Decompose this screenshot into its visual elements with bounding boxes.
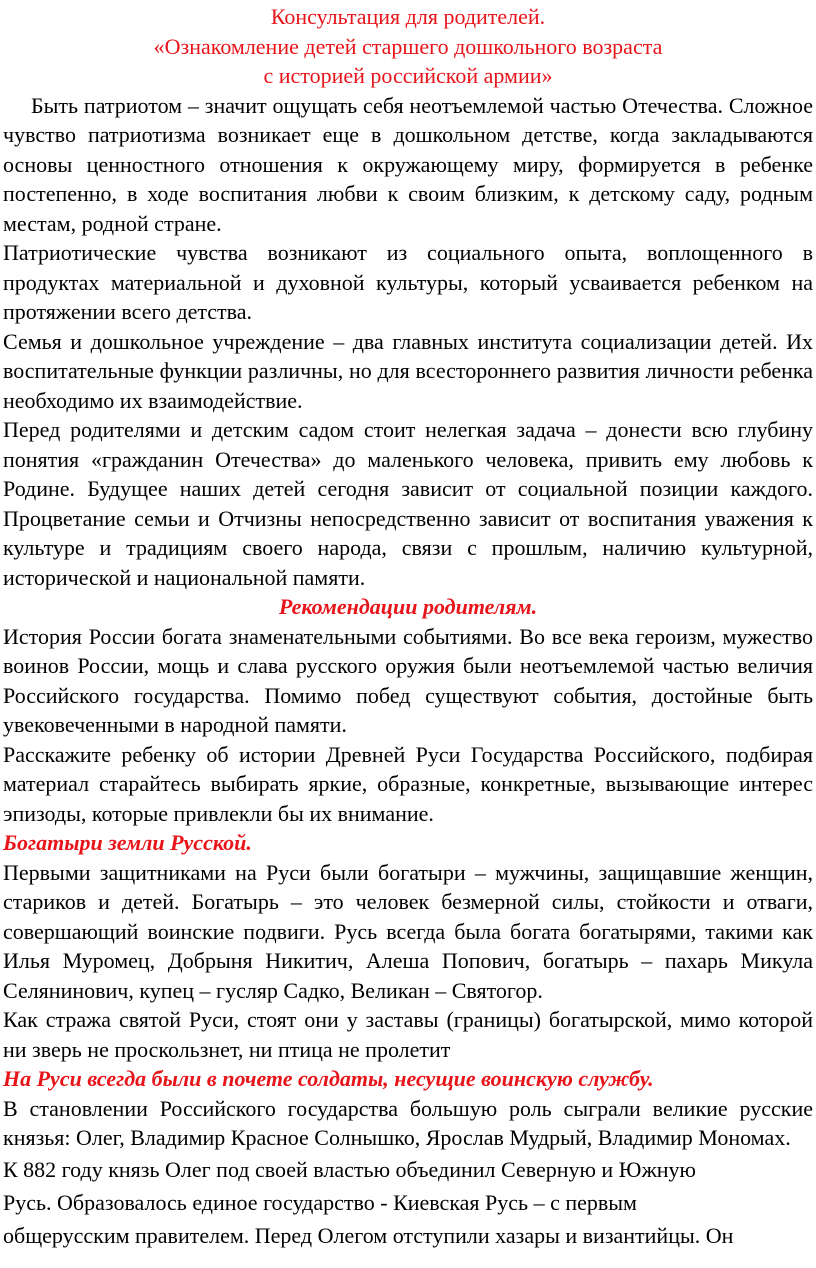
paragraph-oleg-line-1: К 882 году князь Олег под своей властью объединил Северную и Южную [3,1156,696,1182]
heading-bogatyrs: Богатыри земли Русской. [3,830,252,855]
heading-soldiers: На Руси всегда были в почете солдаты, несущие воинскую службу. [3,1066,654,1091]
paragraph-guard: Как стража святой Руси, стоят они у заставы (границы) богатырской, мимо которой ни зверь не проскользнет, ни птица не пролетит [3,1007,813,1062]
paragraph-patriot: Быть патриотом – значит ощущать себя неотъемлемой частью Отечества. Сложное чувство патриотизма возникает еще в дошкольном детстве, когда закладываются основы ценностного отношения к окружающему миру, формируется в ребенке постепенно, в ходе воспитания любви к своим близким, к детскому саду, родным местам, родной стране. [3,92,813,236]
document-title-line-3: с историей российской армии» [263,63,553,88]
paragraph-oleg-line-3: общерусским правителем. Перед Олегом отступили хазары и византийцы. Он [3,1222,734,1248]
paragraph-family: Семья и дошкольное учреждение – два главных института социализации детей. Их воспитательные функции различны, но для всестороннего развития личности ребенка необходимо их взаимодействие. [3,328,813,413]
document-title-line-2: «Ознакомление детей старшего дошкольного возраста [153,33,663,59]
paragraph-tell-child: Расскажите ребенку об истории Древней Руси Государства Российского, подбирая материал старайтесь выбирать яркие, образные, конкретные, вызывающие интерес эпизоды, которые привлекли бы их внимание. [3,741,813,826]
paragraph-defenders: Первыми защитниками на Руси были богатыри – мужчины, защищавшие женщин, стариков и детей. Богатырь – это человек безмерной силы, стойкости и отваги, совершающий воинские подвиги. Русь всегда была богата богатырями, такими как Илья Муромец, Добрыня Никитич, Алеша Попович, богатырь – пахарь Микула Селянинович, купец – гусляр Садко, Великан – Святогор. [3,859,813,1003]
paragraph-feelings: Патриотические чувства возникают из социального опыта, воплощенного в продуктах материальной и духовной культуры, который усваивается ребенком на протяжении всего детства. [3,240,813,324]
document-title-line-1: Консультация для родителей. [270,4,546,29]
paragraph-history: История России богата знаменательными событиями. Во все века героизм, мужество воинов России, мощь и слава русского оружия были неотъемлемой частью величия Российского государства. Помимо побед существуют события, достойные быть увековеченными в народной памяти. [3,623,813,737]
paragraph-princes: В становлении Российского государства большую роль сыграли великие русские князья: Олег, Владимир Красное Солнышко, Ярослав Мудрый, Владимир Мономах. [3,1095,813,1150]
paragraph-task: Перед родителями и детским садом стоит нелегкая задача – донести всю глубину понятия «гражданин Отечества» до маленького человека, привить ему любовь к Родине. Будущее наших детей сегодня зависит от социальной позиции каждого. Процветание семьи и Отчизны непосредственно зависит от воспитания уважения к культуре и традициям своего народа, связи с прошлым, наличию культурной, исторической и национальной памяти. [3,417,813,590]
heading-recommendations: Рекомендации родителям. [278,594,538,619]
paragraph-oleg-line-2: Русь. Образовалось единое государство - Киевская Русь – с первым [3,1189,637,1215]
